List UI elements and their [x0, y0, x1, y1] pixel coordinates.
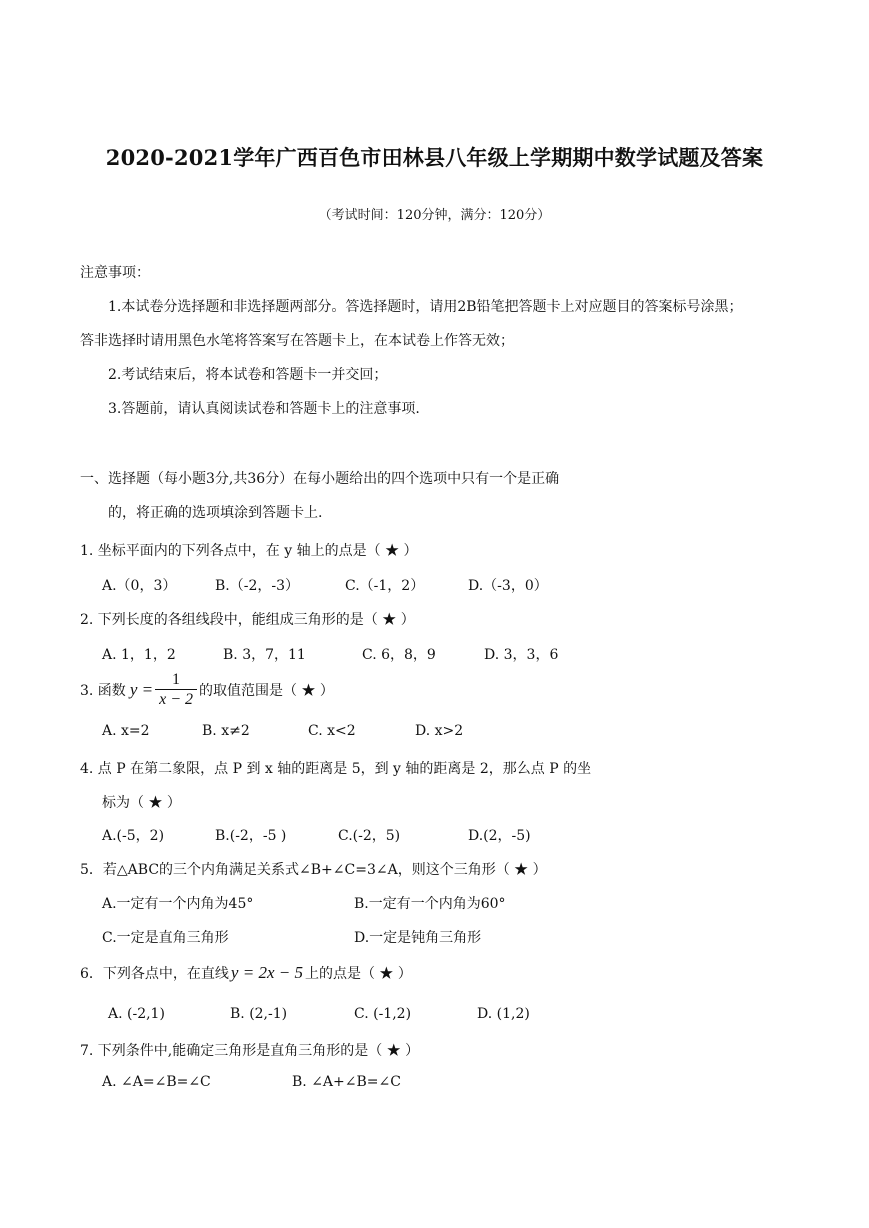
q1-option-a: A.（0，3）	[102, 578, 177, 594]
q6-option-c: C. (-1,2)	[354, 1006, 412, 1022]
q3-option-a: A. x=2	[102, 723, 150, 739]
q2-option-c: C. 6，8，9	[362, 647, 436, 663]
q2-option-b: B. 3，7，11	[223, 647, 306, 663]
notice-item-2: 2.考试结束后，将本试卷和答题卡一并交回；	[108, 367, 388, 383]
q6-option-a: A. (-2,1)	[108, 1006, 165, 1022]
q4-option-a: A.(-5，2)	[102, 828, 165, 844]
q4-option-d: D.(2，-5)	[468, 828, 531, 844]
q5-option-d: D.一定是钝角三角形	[354, 930, 482, 946]
q7-option-a: A. ∠A=∠B=∠C	[102, 1074, 211, 1090]
notice-item-3: 3.答题前，请认真阅读试卷和答题卡上的注意事项.	[108, 401, 420, 417]
question-4-stem-continued: 标为（ ★ ）	[102, 795, 181, 811]
question-1-stem: 1. 坐标平面内的下列各点中，在 y 轴上的点是（ ★ ）	[80, 543, 418, 559]
section-instruction: 的，将正确的选项填涂到答题卡上.	[108, 505, 323, 521]
notice-item-1a: 1.本试卷分选择题和非选择题两部分。答选择题时，请用2B铅笔把答题卡上对应题目的答案标号涂黑；	[108, 299, 743, 315]
q2-option-d: D. 3，3，6	[484, 647, 559, 663]
q4-option-c: C.(-2，5)	[338, 828, 401, 844]
q1-option-c: C.（-1，2）	[345, 578, 425, 594]
section-heading: 一、选择题（每小题3分,共36分）在每小题给出的四个选项中只有一个是正确	[80, 471, 560, 487]
q7-option-b: B. ∠A+∠B=∠C	[292, 1074, 401, 1090]
q5-option-b: B.一定有一个内角为60°	[354, 896, 506, 912]
notice-heading: 注意事项：	[80, 265, 150, 281]
q3-option-b: B. x≠2	[202, 723, 250, 739]
q3-function-lhs: y =	[129, 679, 154, 699]
question-7-stem: 7. 下列条件中,能确定三角形是直角三角形的是（ ★ ）	[80, 1043, 420, 1059]
q1-option-b: B.（-2，-3）	[215, 578, 300, 594]
q5-option-c: C.一定是直角三角形	[102, 930, 229, 946]
q3-stem-prefix: 3. 函数	[80, 682, 126, 699]
page-title: 2020-2021学年广西百色市田林县八年级上学期期中数学试题及答案	[105, 145, 764, 170]
q3-fraction-numerator: 1	[172, 671, 181, 688]
q6-option-d: D. (1,2)	[477, 1006, 530, 1022]
q6-line-equation: y = 2x − 5	[230, 963, 303, 982]
q6-option-b: B. (2,-1)	[230, 1006, 288, 1022]
q2-option-a: A. 1，1，2	[102, 647, 176, 663]
q6-stem-suffix: 上的点是（ ★ ）	[304, 966, 412, 982]
notice-item-1b: 答非选择时请用黑色水笔将答案写在答题卡上，在本试卷上作答无效；	[80, 333, 514, 349]
q6-stem-prefix: 6．下列各点中，在直线	[80, 966, 229, 982]
q3-option-d: D. x>2	[415, 723, 464, 739]
exam-info: （考试时间：120分钟，满分：120分）	[318, 208, 551, 223]
q5-option-a: A.一定有一个内角为45°	[102, 896, 254, 912]
question-4-stem: 4. 点 P 在第二象限，点 P 到 x 轴的距离是 5，到 y 轴的距离是 2，那么点 P 的坐	[80, 761, 592, 777]
q3-fraction	[155, 670, 197, 709]
question-5-stem: 5．若△ABC的三个内角满足关系式∠B+∠C=3∠A，则这个三角形（ ★ ）	[80, 862, 547, 878]
q3-stem-suffix: 的取值范围是（ ★ ）	[199, 682, 334, 699]
q3-option-c: C. x<2	[308, 723, 356, 739]
q4-option-b: B.(-2，-5 )	[215, 828, 287, 844]
q3-fraction-denominator: x − 2	[155, 689, 197, 709]
question-3-stem	[80, 670, 334, 709]
question-6-stem	[80, 963, 412, 983]
question-2-stem: 2. 下列长度的各组线段中，能组成三角形的是（ ★ ）	[80, 612, 415, 628]
q1-option-d: D.（-3，0）	[468, 578, 548, 594]
